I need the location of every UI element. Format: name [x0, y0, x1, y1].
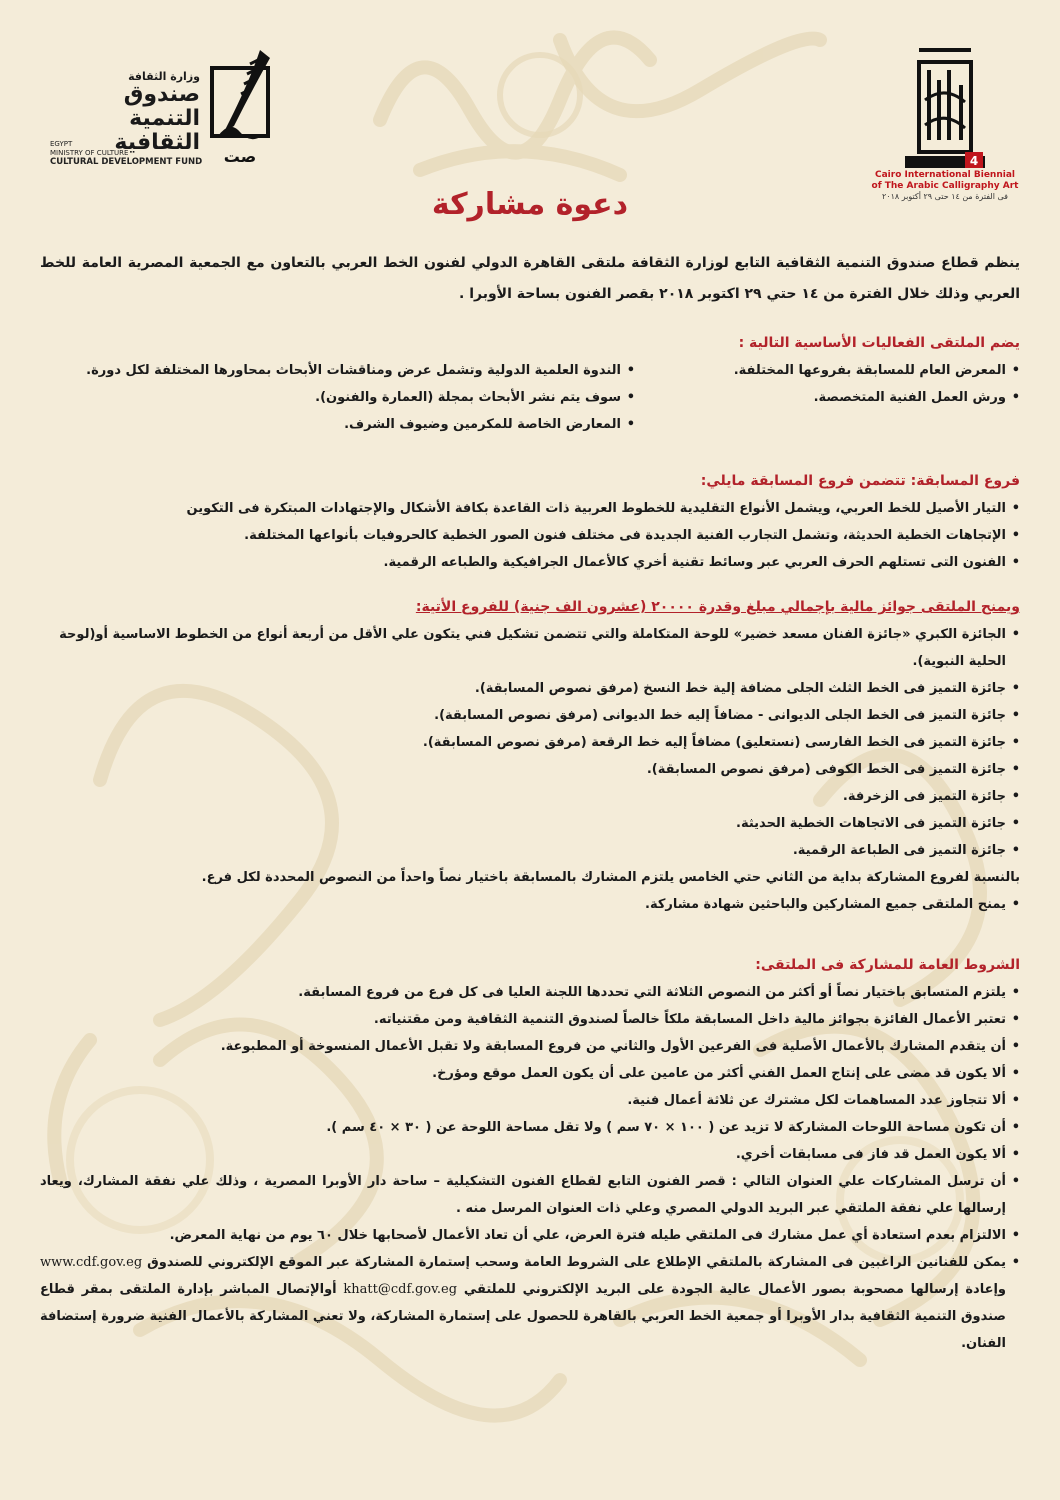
- prizes-list: [40, 621, 1020, 918]
- list-item: • ورش العمل الفنية المتخصصة.: [635, 384, 1020, 411]
- biennial-en-line1: Cairo International Biennial: [875, 170, 1015, 180]
- list-item: • تعتبر الأعمال الفائزة بجوائز مالية داخل المسابقة ملكاً خالصاً لصندوق التنمية الثقافية ومن مقتنياته.: [40, 1006, 1020, 1033]
- branches-list: [40, 495, 1020, 576]
- conditions-heading: الشروط العامة للمشاركة فى الملتقى:: [755, 957, 1020, 973]
- list-item: • التيار الأصيل للخط العربي، ويشمل الأنواع التقليدية للخطوط العربية ذات القاعدة بكافة الأشكال والإجتهادات المبتكرة فى التكوين: [40, 495, 1020, 522]
- page-title: دعوة مشاركة: [431, 187, 629, 222]
- list-item: • الجائزة الكبري «جائزة الفنان مسعد خضير» للوحة المتكاملة والتي تتضمن تشكيل فني يتكون علي الأقل من أربعة أنواع من الخطوط الاساسية أو(لوحة الحلية النبوية).: [40, 621, 1020, 675]
- main-content: [40, 248, 1020, 1357]
- egypt-label: EGYPT: [50, 140, 73, 148]
- prizes-note: بالنسبة لفروع المشاركة بداية من الثاني حتي الخامس يلتزم المشارك بالمسابقة باختيار نصاً واحداً من النصوص المحددة لكل فرع.: [201, 870, 1020, 885]
- list-item: • جائزة التميز فى الاتجاهات الخطية الحديثة.: [40, 810, 1020, 837]
- ministry-en-label: MINISTRY OF CULTURE: [50, 149, 129, 157]
- list-item: • جائزة التميز فى الخط الجلى الديوانى - مضافاً إليه خط الديوانى (مرفق نصوص المسابقة).: [40, 702, 1020, 729]
- prizes-heading: ويمنح الملتقى جوائز مالية بإجمالي مبلغ وقدرة ٢٠٠٠٠ (عشرون الف جنية) للفروع الأتية:: [415, 599, 1020, 615]
- list-item: • المعارض الخاصة للمكرمين وضيوف الشرف.: [40, 411, 635, 438]
- biennial-en-line2: of The Arabic Calligraphy Art: [871, 181, 1019, 191]
- fund-line1: صندوق: [123, 82, 200, 107]
- list-item: • أن تكون مساحة اللوحات المشاركة لا تزيد عن ( ١٠٠ × ٧٠ سم ) ولا تقل مساحة اللوحة عن ( ٣٠ × ٤٠ سم ).: [40, 1114, 1020, 1141]
- biennial-dates: فى الفترة من ١٤ حتى ٢٩ أكتوبر ٢٠١٨: [881, 192, 1009, 201]
- list-item: • أن يتقدم المشارك بالأعمال الأصلية فى الفرعين الأول والثاني من فروع المسابقة ولا تقبل الأعمال المنسوخة أو المطبوعة.: [40, 1033, 1020, 1060]
- list-item: • ألا يكون قد مضى على إنتاج العمل الفني أكثر من عامين على أن يكون العمل موقع ومؤرخ.: [40, 1060, 1020, 1087]
- fund-line3: الثقافية: [114, 130, 200, 155]
- fund-line2: التنمية: [129, 106, 200, 131]
- email-link[interactable]: khatt@cdf.gov.eg: [343, 1282, 458, 1297]
- pen-emblem-icon: [200, 40, 280, 170]
- list-item: • الندوة العلمية الدولية وتشمل عرض ومناقشات الأبحاث بمحاورها المختلفة لكل دورة.: [40, 357, 635, 384]
- events-list: [40, 357, 1020, 438]
- list-item: • جائزة التميز فى الخط الثلث الجلى مضافة إلية خط النسخ (مرفق نصوص المسابقة).: [40, 675, 1020, 702]
- list-item: • جائزة التميز فى الخط الكوفى (مرفق نصوص المسابقة).: [40, 756, 1020, 783]
- biennial-calligraphy-icon: [905, 40, 985, 170]
- emblem-caption: صت: [223, 147, 257, 166]
- fund-en-label: CULTURAL DEVELOPMENT FUND: [50, 157, 203, 167]
- cultural-fund-logo: [50, 40, 300, 180]
- events-heading: يضم الملتقى الفعاليات الأساسية التالية :: [738, 335, 1020, 351]
- list-item: • الإتجاهات الخطية الحديثة، وتشمل التجارب الفنية الجديدة فى مختلف فنون الصور الخطية كالحروفيات بأنواعها المختلفة.: [40, 522, 1020, 549]
- list-item: • ألا يكون العمل قد فاز فى مسابقات أخري.: [40, 1141, 1020, 1168]
- intro-paragraph: ينظم قطاع صندوق التنمية الثقافية التابع لوزارة الثقافة ملتقى القاهرة الدولي لفنون الخط العربي بالتعاون مع الجمعية المصرية العامة للخط العربي وذلك خلال الفترة من ١٤ حتي ٢٩ اكتوبر ٢٠١٨ بقصر الفنون بساحة الأوبرا .: [40, 255, 1020, 302]
- biennial-number: 4: [969, 154, 979, 168]
- participation-text-2: وإعادة إرسالها مصحوبة بصور الأعمال عالية الجودة على البريد الإلكتروني للملتقي: [463, 1282, 1007, 1297]
- list-item: • جائزة التميز فى الخط الفارسى (نستعليق) مضافاً إليه خط الرقعة (مرفق نصوص المسابقة).: [40, 729, 1020, 756]
- list-item: • الفنون التى تستلهم الحرف العربي عبر وسائط تقنية أخري كالأعمال الجرافيكية والطباعه الرقمية.: [40, 549, 1020, 576]
- participation-text-3: أوالإتصال المباشر بإدارة الملتقى بمقر قطاع صندوق التنمية الثقافية بدار الأوبرا أو جمعية الخط العربي بالقاهرة للحصول على إستمارة المشاركة، ولا تعني المشاركة بالأعمال الفنية ضرورة إستضافة الفنان.: [40, 1282, 1006, 1351]
- certificate-item: • يمنح الملتقى جميع المشاركين والباحثين شهادة مشاركة.: [40, 891, 1020, 918]
- list-item: • أن ترسل المشاركات علي العنوان التالي : قصر الفنون التابع لقطاع الفنون التشكيلية – ساحة دار الأوبرا المصرية ، وذلك علي نفقة المشارك، ويعاد إرسالها علي نفقة الملتقي عبر البريد الدولي المصري وعلي ذات العنوان المرسل منه .: [40, 1168, 1020, 1222]
- list-item: • المعرض العام للمسابقة بفروعها المختلفة.: [635, 357, 1020, 384]
- ministry-name: وزارة الثقافة: [128, 70, 200, 83]
- conditions-list: [40, 979, 1020, 1357]
- list-item: • جائزة التميز فى الطباعة الرقمية.: [40, 837, 1020, 864]
- list-item: • الالتزام بعدم استعادة أي عمل مشارك فى الملتقي طيله فترة العرض، علي أن تعاد الأعمال لأصحابها خلال ٦٠ يوم من نهاية المعرض.: [40, 1222, 1020, 1249]
- participation-info-item: [40, 1249, 1020, 1357]
- participation-text-1: يمكن للفنانين الراغبين فى المشاركة بالملتقي الإطلاع على الشروط العامة وسحب إستمارة المشاركة عبر الموقع الإلكتروني للصندوق: [147, 1255, 1006, 1270]
- list-item: • سوف يتم نشر الأبحاث بمجلة (العمارة والفنون).: [40, 384, 635, 411]
- branches-heading: فروع المسابقة: تتضمن فروع المسابقة مايلي:: [700, 473, 1020, 489]
- list-item: • ألا تتجاوز عدد المساهمات لكل مشترك عن ثلاثة أعمال فنية.: [40, 1087, 1020, 1114]
- list-item: • يلتزم المتسابق باختيار نصاً أو أكثر من النصوص الثلاثة التي تحددها اللجنة العليا فى كل فرع من فروع المسابقة.: [40, 979, 1020, 1006]
- biennial-logo: [870, 40, 1020, 202]
- website-link[interactable]: www.cdf.gov.eg: [40, 1255, 143, 1270]
- list-item: • جائزة التميز فى الزخرفة.: [40, 783, 1020, 810]
